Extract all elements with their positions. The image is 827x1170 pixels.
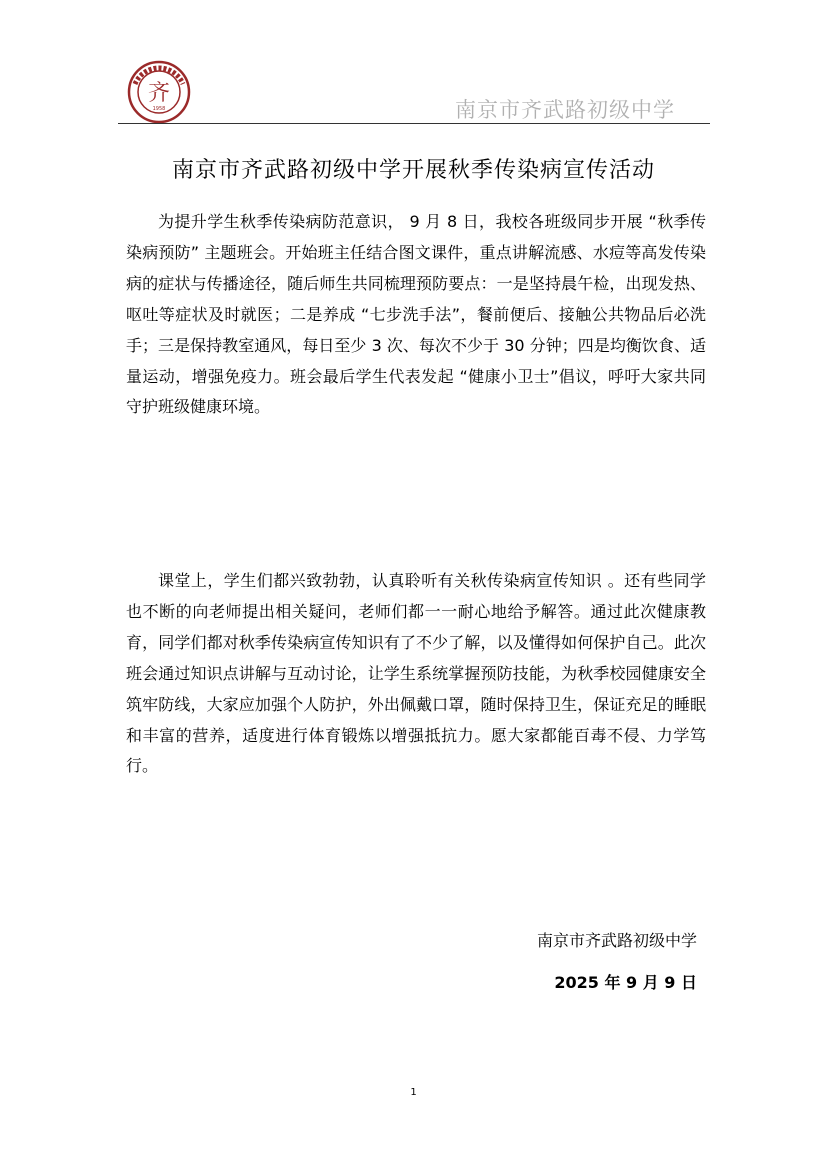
header-divider: [118, 123, 710, 124]
page-number: 1: [410, 1087, 417, 1098]
logo-char: 齐: [147, 81, 171, 106]
signature: 南京市齐武路初级中学: [536, 931, 697, 950]
document-title: 南京市齐武路初级中学开展秋季传染病宣传活动: [171, 158, 655, 183]
school-logo: [127, 60, 191, 124]
header-school-name: 南京市齐武路初级中学: [455, 98, 675, 122]
paragraph-1: 为提升学生秋季传染病防范意识， 9 月 8 日，我校各班级同步开展 “秋季传染病预防” 主题班会。开始班主任结合图文课件，重点讲解流感、水痘等高发传染病的症状与传播途径，随后师生共同梳理预防要点：一是坚持晨午检，出现发热、呕吐等症状及时就医；二是养成 “七步洗手法”，餐前便后、接触公共物品后必洗手；三是保持教室通风，每日至少 3 次、每次不少于 30 分钟；四是均衡饮食、适量运动，增强免疫力。班会最后学生代表发起 “健康小卫士”倡议，呼吁大家共同守护班级健康环境。: [126, 212, 706, 417]
logo-year: 1958: [152, 106, 166, 112]
date: 2025 年 9 月 9 日: [554, 973, 697, 992]
paragraph-2: 课堂上，学生们都兴致勃勃，认真聆听有关秋传染病宣传知识 。还有些同学也不断的向老师提出相关疑问，老师们都一一耐心地给予解答。通过此次健康教育，同学们都对秋季传染病宣传知识有了不少了解，以及懂得如何保护自己。此次班会通过知识点讲解与互动讨论，让学生系统掌握预防技能，为秋季校园健康安全筑牢防线，大家应加强个人防护，外出佩戴口罩，随时保持卫生，保证充足的睡眠和丰富的营养，适度进行体育锻炼以增强抵抗力。愿大家都能百毒不侵、力学笃行。: [126, 571, 706, 776]
